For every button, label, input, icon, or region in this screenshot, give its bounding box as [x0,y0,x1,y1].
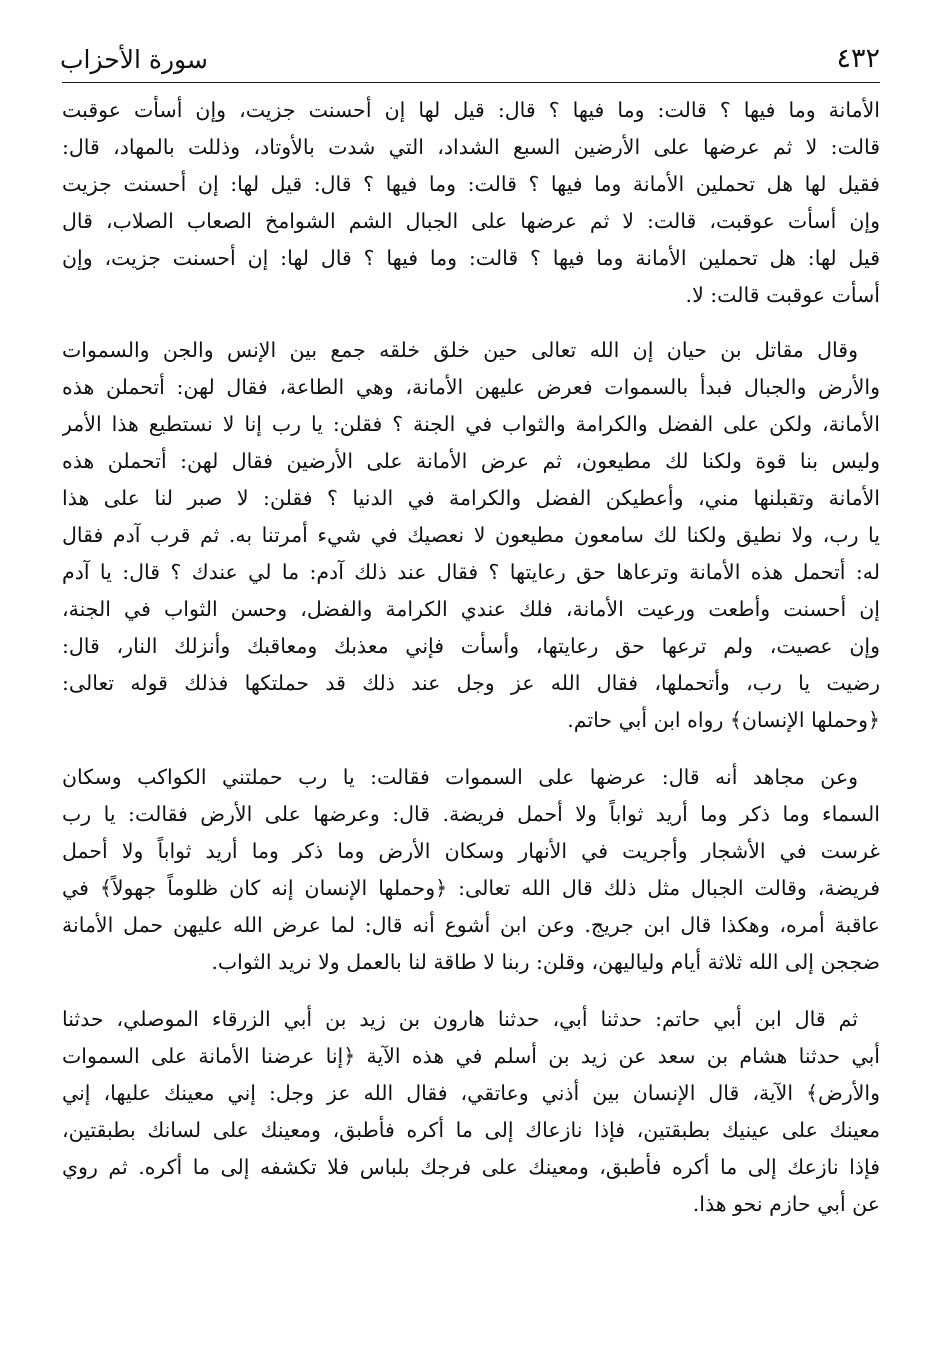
text-line: والأرض﴾ الآية، قال الإنسان بين أذني وعاتقي، فقال الله عز وجل: إني معينك عليها، إني [62,1081,880,1105]
header-divider [62,82,880,83]
text-line: وعن مجاهد أنه قال: عرضها على السموات فقالت: يا رب حملتني الكواكب وسكان [62,765,858,789]
text-line: الأمانة، ولكن على الفضل والكرامة والثواب في الجنة ؟ فقلن: يا رب إنا لا نستطيع هذا الأمر [62,412,880,436]
body-text [62,92,880,1223]
text-line: أسأت عوقبت قالت: لا. [685,283,880,307]
paragraph-4 [62,1001,880,1223]
text-line: الأمانة وتقبلنها مني، وأعطيكن الفضل والكرامة في الدنيا ؟ فقلن: لا صبر لنا على هذا [62,486,880,510]
text-line: وقال مقاتل بن حيان إن الله تعالى حين خلق خلقه جمع بين الإنس والجن والسموات [62,338,858,362]
paragraph-3 [62,759,880,981]
text-line: ضججن إلى الله ثلاثة أيام ولياليهن، وقلن: ربنا لا طاقة لنا بالعمل ولا نريد الثواب. [211,950,880,974]
page-number: ٤٣٢ [836,43,880,74]
text-line: قيل لها: هل تحملين الأمانة وما فيها ؟ قالت: وما فيها ؟ قال لها: إن أحسنت جزيت، وإن [62,246,880,270]
text-line: رضيت يا رب، وأتحملها، فقال الله عز وجل عند ذلك قد حملتكها فذلك قوله تعالى: [62,671,880,695]
text-line: وإن عصيت، ولم ترعها حق رعايتها، وأسأت فإني معذبك ومعاقبك وأنزلك النار، قال: [62,634,880,658]
text-line: فإذا نازعك إلى ما أكره فأطبق، ومعينك على فرجك بلباس فلا تكشفه إلى ما أكره. ثم روي [62,1155,880,1179]
text-line: ثم قال ابن أبي حاتم: حدثنا أبي، حدثنا هارون بن زيد بن أبي الزرقاء الموصلي، حدثنا [62,1007,858,1031]
text-line: والأرض والجبال فبدأ بالسموات فعرض عليهن الأمانة، وهي الطاعة، فقال لهن: أتحملن هذه [62,375,880,399]
chapter-title: سورة الأحزاب [60,45,208,74]
text-line: قالت: لا ثم عرضها على الأرضين السبع الشداد، التي شدت بالأوتاد، وذللت بالمهاد، قال: [62,135,880,159]
text-line: فقيل لها هل تحملين الأمانة وما فيها ؟ قالت: وما فيها ؟ قال: قيل لها: إن أحسنت جزيت [62,172,880,196]
text-line: معينك على عينيك بطبقتين، فإذا نازعاك إلى ما أكره فأطبق، ومعينك على لسانك بطبقتين، [62,1118,880,1142]
text-line: وإن أسأت عوقبت، قالت: لا ثم عرضها على الجبال الشم الشوامخ الصعاب الصلاب، قال [62,209,880,233]
text-line: له: أتحمل هذه الأمانة وترعاها حق رعايتها ؟ فقال عند ذلك آدم: ما لي عندك ؟ قال: يا آدم [62,560,880,584]
text-line: أبي حدثنا هشام بن سعد عن زيد بن أسلم في هذه الآية ﴿إنا عرضنا الأمانة على السموات [62,1044,880,1068]
text-line: ﴿وحملها الإنسان﴾ رواه ابن أبي حاتم. [567,708,880,732]
text-line: فريضة، وقالت الجبال مثل ذلك قال الله تعالى: ﴿وحملها الإنسان إنه كان ظلوماً جهولاً﴾ في [62,876,880,900]
running-head [60,38,880,82]
text-line: السماء وما ذكر وما أريد ثواباً ولا أحمل فريضة. قال: وعرضها على الأرض فقالت: يا رب [62,802,880,826]
paragraph-1 [62,92,880,314]
text-line: عاقبة أمره، وهكذا قال ابن جريج. وعن ابن أشوع أنه قال: لما عرض الله عليهن حمل الأمانة [62,913,880,937]
text-line: عن أبي حازم نحو هذا. [692,1192,880,1216]
text-line: الأمانة وما فيها ؟ قالت: وما فيها ؟ قال: قيل لها إن أحسنت جزيت، وإن أسأت عوقبت [62,98,880,122]
text-line: إن أحسنت وأطعت ورعيت الأمانة، فلك عندي الكرامة والفضل، وحسن الثواب في الجنة، [62,597,880,621]
text-line: يا رب، ولا نطيق ولكنا لك سامعون مطيعون لا نعصيك في شيء أمرتنا به. ثم قرب آدم فقال [62,523,880,547]
text-line: وليس بنا قوة ولكنا لك مطيعون، ثم عرض الأمانة على الأرضين فقال لهن: أتحملن هذه [62,449,880,473]
paragraph-2 [62,332,880,739]
text-line: غرست في الأشجار وأجريت في الأنهار وسكان الأرض وما ذكر وما أريد ثواباً ولا أحمل [62,839,880,863]
